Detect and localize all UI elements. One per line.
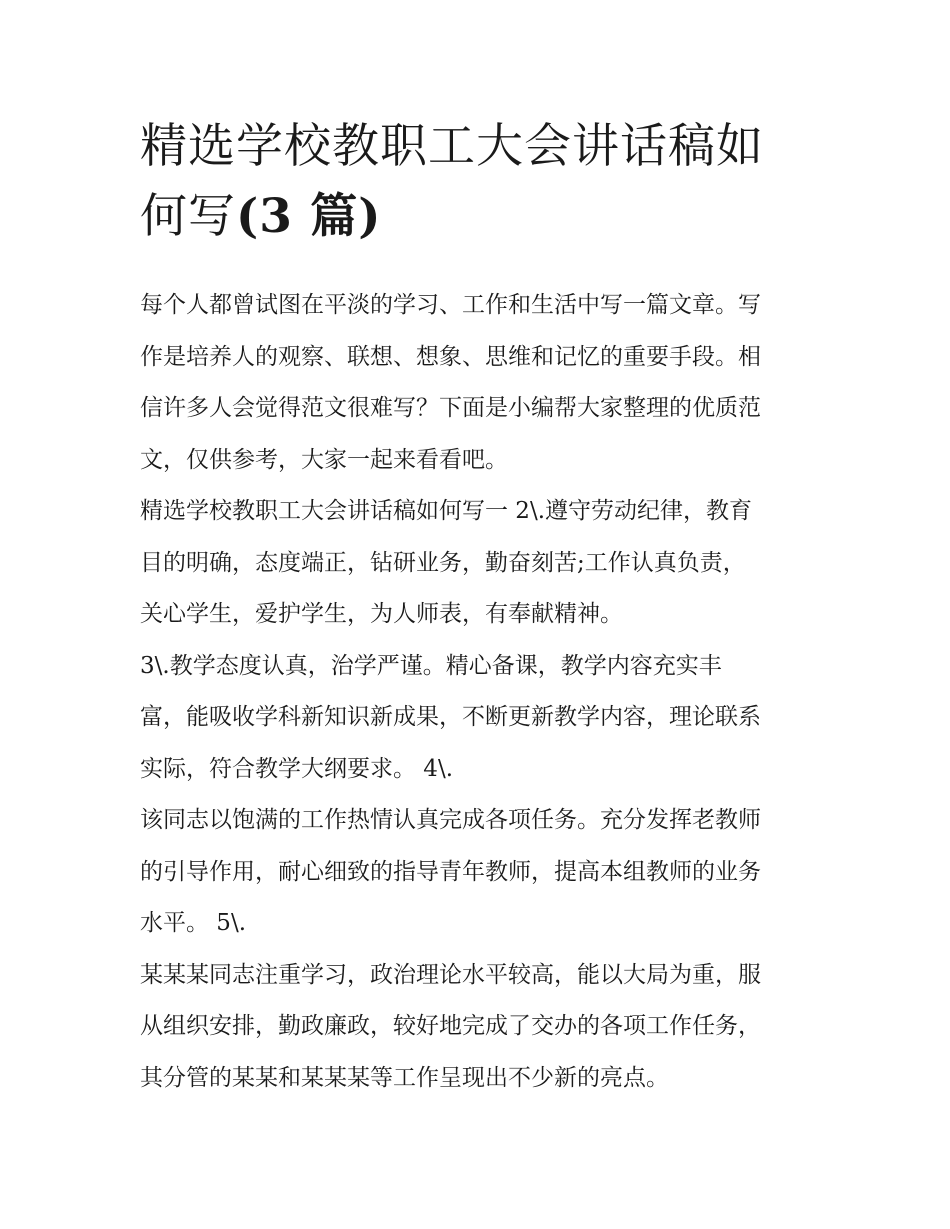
paragraph-line: 其分管的某某和某某某等工作呈现出不少新的亮点。 — [140, 1064, 669, 1091]
paragraph-line: 目的明确，态度端正，钻研业务，勤奋刻苦;工作认真负责， — [140, 549, 746, 576]
paragraph-line: 某某某同志注重学习，政治理论水平较高，能以大局为重，服 — [140, 961, 761, 988]
title-line-1: 精选学校教职工大会讲话稿如 — [140, 119, 764, 174]
paragraph-line: 富，能吸收学科新知识新成果，不断更新教学内容，理论联系 — [140, 704, 761, 730]
paragraph — [140, 486, 820, 641]
title-count: (3 篇) — [236, 189, 382, 244]
paragraph-line: 文，仅供参考，大家一起来看看吧。 — [140, 446, 508, 473]
paragraph-line: 信许多人会觉得范文很难写？下面是小编帮大家整理的优质范 — [140, 395, 761, 421]
paragraph-line: 关心学生，爱护学生，为人师表，有奉献精神。 — [140, 601, 623, 627]
paragraph — [140, 950, 820, 1105]
document-title — [140, 112, 820, 252]
paragraph — [140, 795, 820, 950]
paragraph-line: 水平。 5\. — [140, 910, 247, 936]
paragraph — [140, 641, 820, 796]
paragraph-line: 作是培养人的观察、联想、想象、思维和记忆的重要手段。相 — [140, 343, 761, 370]
paragraph-line: 每个人都曾试图在平淡的学习、工作和生活中写一篇文章。写 — [140, 292, 761, 318]
paragraph-line: 从组织安排，勤政廉政，较好地完成了交办的各项工作任务， — [140, 1013, 761, 1039]
paragraph-line: 3\.教学态度认真，治学严谨。精心备课，教学内容充实丰 — [140, 652, 722, 679]
paragraph-line: 实际，符合教学大纲要求。 4\. — [140, 755, 454, 782]
paragraph-line: 精选学校教职工大会讲话稿如何写一 2\.遵守劳动纪律，教育 — [140, 498, 753, 524]
title-line-2: 何写 — [140, 189, 236, 244]
paragraph-line: 该同志以饱满的工作热情认真完成各项任务。充分发挥老教师 — [140, 807, 761, 833]
paragraph-line: 的引导作用，耐心细致的指导青年教师，提高本组教师的业务 — [140, 858, 761, 885]
paragraph — [140, 280, 820, 486]
document-body — [140, 280, 820, 1104]
